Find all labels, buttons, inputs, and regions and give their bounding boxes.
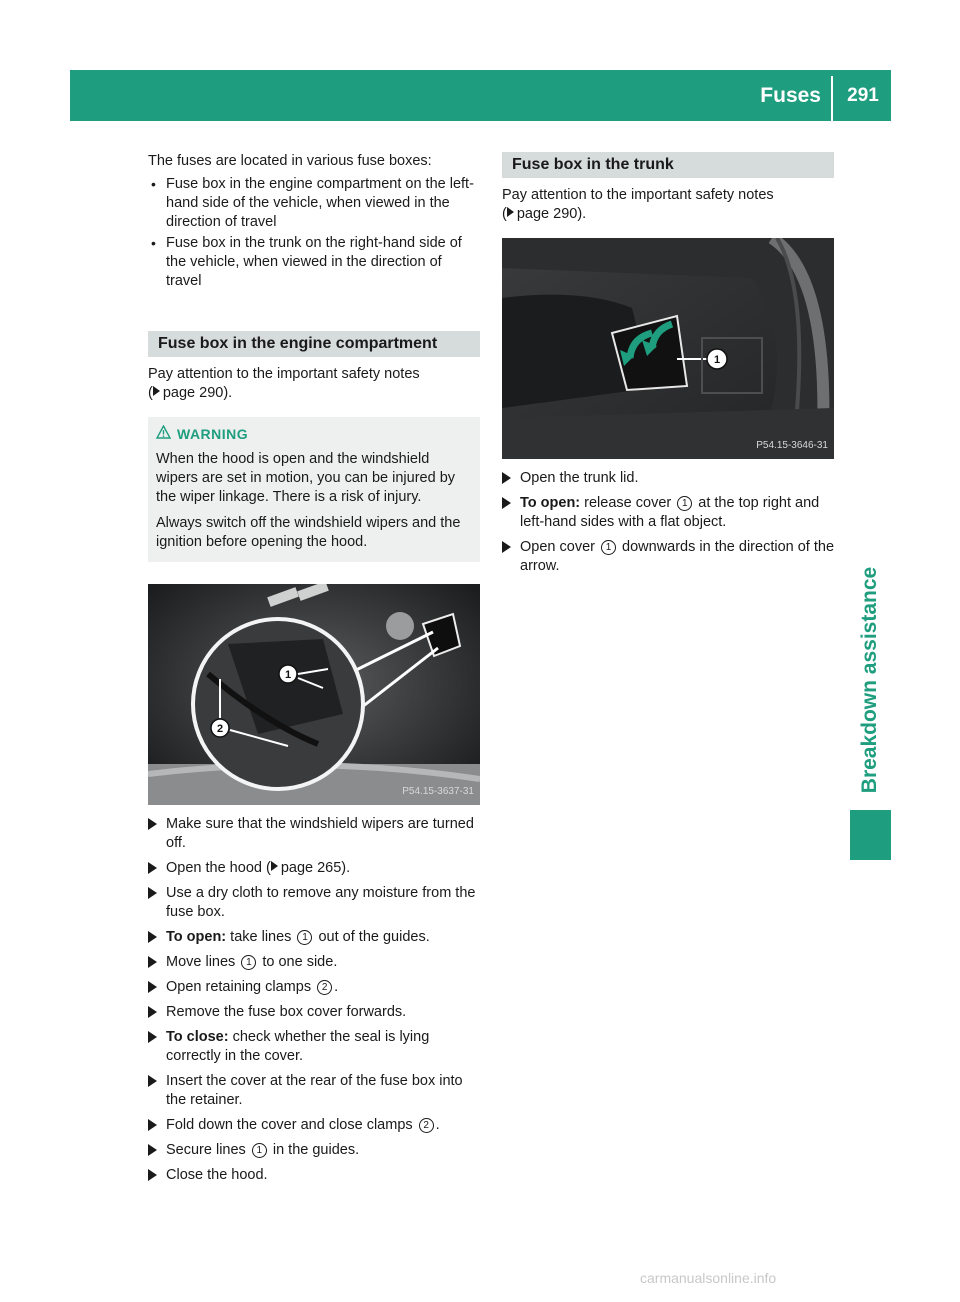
intro-text: The fuses are located in various fuse boxes: (148, 153, 432, 169)
step-arrow-icon (502, 497, 511, 509)
step-item: Use a dry cloth to remove any moisture from the fuse box. (148, 884, 480, 922)
warning-triangle-icon (156, 425, 171, 444)
trunk-steps (502, 469, 834, 576)
step-item: To close: check whether the seal is lying correctly in the cover. (148, 1028, 480, 1066)
page-number: 291 (847, 85, 879, 106)
page-reference-link[interactable]: page 265 (271, 860, 341, 876)
step-item: Fold down the cover and close clamps 2 . (148, 1116, 480, 1135)
step-item: Insert the cover at the rear of the fuse box into the retainer. (148, 1072, 480, 1110)
step-item: To open: take lines 1 out of the guides. (148, 928, 480, 947)
step-arrow-icon (148, 931, 157, 943)
left-column (148, 152, 480, 1191)
trunk-fuse-box-image (502, 238, 834, 459)
step-item: Close the hood. (148, 1166, 480, 1185)
right-column (502, 152, 834, 582)
step-arrow-icon (502, 472, 511, 484)
figure-code: P54.15-3637-31 (402, 786, 474, 797)
warning-title: WARNING (156, 425, 472, 444)
step-item: Open cover 1 downwards in the direction of the arrow. (502, 538, 834, 576)
page-reference-link[interactable]: page 290 (153, 385, 223, 401)
callout-number: 1 (241, 955, 256, 970)
step-item: Secure lines 1 in the guides. (148, 1141, 480, 1160)
safety-note: Pay attention to the important safety notes ( page 290). (502, 187, 774, 222)
step-arrow-icon (148, 862, 157, 874)
callout-number: 1 (252, 1143, 267, 1158)
callout-number: 1 (297, 930, 312, 945)
callout-2: 2 (216, 723, 224, 735)
callout-number: 1 (601, 540, 616, 555)
warning-box (148, 417, 480, 562)
header-divider (831, 76, 833, 121)
step-arrow-icon (148, 1006, 157, 1018)
callout-number: 1 (677, 496, 692, 511)
watermark: carmanualsonline.info (640, 1270, 777, 1286)
step-arrow-icon (148, 1075, 157, 1087)
step-item: Open the hood ( page 265). (148, 859, 480, 878)
callout-number: 2 (419, 1118, 434, 1133)
warning-text: When the hood is open and the windshield wipers are set in motion, you can be injured by the wiper linkage. There is a risk of injury. (156, 451, 456, 505)
fuse-box-list (148, 175, 480, 291)
callout-number: 2 (317, 980, 332, 995)
warning-instruction: Always switch off the windshield wipers and the ignition before opening the hood. (156, 515, 461, 550)
engine-fuse-box-image (148, 584, 480, 805)
step-item: To open: release cover 1 at the top right and left-hand sides with a flat object. (502, 494, 834, 532)
trunk-section-heading: Fuse box in the trunk (502, 152, 834, 178)
step-arrow-icon (148, 1144, 157, 1156)
step-item: Move lines 1 to one side. (148, 953, 480, 972)
section-title: Fuses (760, 84, 821, 107)
step-item: Make sure that the windshield wipers are turned off. (148, 815, 480, 853)
step-arrow-icon (148, 1031, 157, 1043)
list-item: • Fuse box in the trunk on the right-hand side of the vehicle, when viewed in the direction of travel (148, 234, 480, 291)
chapter-label: Breakdown assistance (858, 566, 881, 794)
step-arrow-icon (148, 956, 157, 968)
step-arrow-icon (148, 1119, 157, 1131)
reference-arrow-icon (153, 386, 160, 396)
safety-note: Pay attention to the important safety notes ( page 290). (148, 366, 420, 401)
step-item: Remove the fuse box cover forwards. (148, 1003, 480, 1022)
step-arrow-icon (148, 818, 157, 830)
reference-arrow-icon (271, 861, 278, 871)
page-reference-link[interactable]: page 290 (507, 206, 577, 222)
engine-steps (148, 815, 480, 1185)
step-arrow-icon (148, 981, 157, 993)
step-item: Open the trunk lid. (502, 469, 834, 488)
step-item: Open retaining clamps 2 . (148, 978, 480, 997)
figure-code: P54.15-3646-31 (756, 440, 828, 451)
callout-1: 1 (284, 669, 292, 681)
engine-section-heading: Fuse box in the engine compartment (148, 331, 480, 357)
step-arrow-icon (502, 541, 511, 553)
list-item: • Fuse box in the engine compartment on the left-hand side of the vehicle, when viewed in the direction of travel (148, 175, 480, 232)
step-arrow-icon (148, 1169, 157, 1181)
reference-arrow-icon (507, 207, 514, 217)
chapter-tab (850, 560, 891, 800)
chapter-marker (850, 810, 891, 860)
callout-1: 1 (713, 354, 721, 366)
page-header (70, 70, 891, 121)
step-arrow-icon (148, 887, 157, 899)
